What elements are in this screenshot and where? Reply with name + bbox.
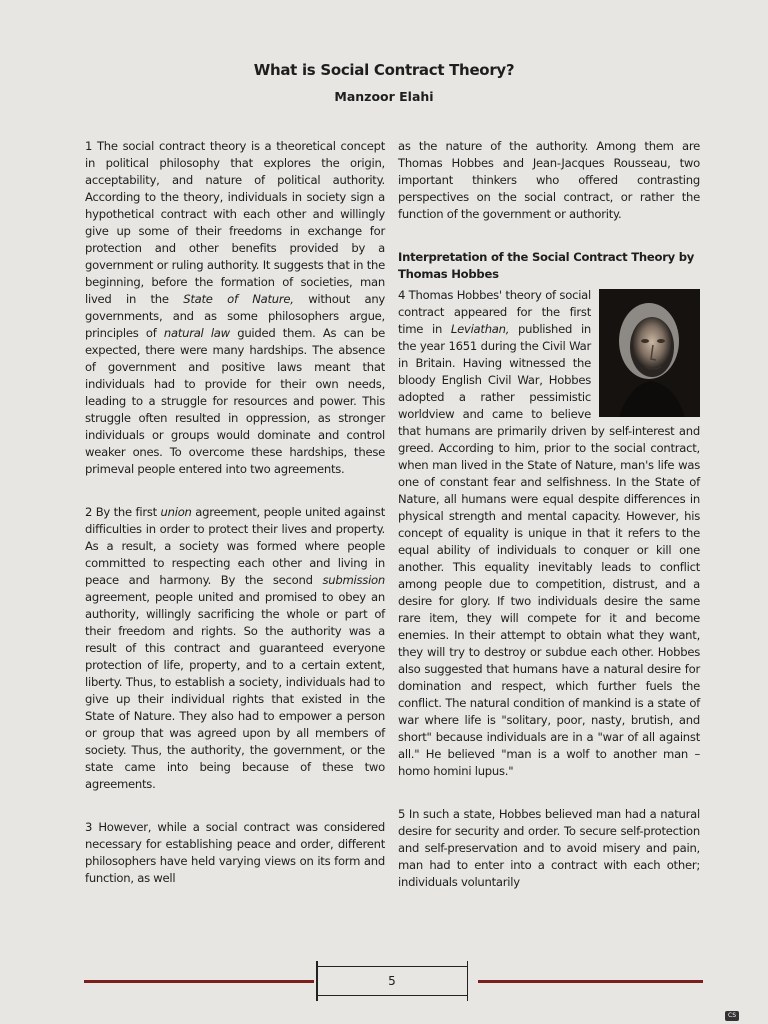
paragraph-3-continued: as the nature of the authority. Among them are Thomas Hobbes and Jean-Jacques Rousseau, two important thinkers who offered contrasting perspectives on the social contract, or rather the function of the government or authority. xyxy=(398,139,700,221)
paragraph-5: 5 In such a state, Hobbes believed man had a natural desire for security and order. To secure self-protection and self-preservation and to avoid misery and pain, man had to enter into a contract with each other; individuals voluntarily xyxy=(398,807,700,889)
paragraph-1: 1 The social contract theory is a theoretical concept in political philosophy that explores the origin, acceptability, and nature of political authority. According to the theory, individuals in society sign a hypothetical contract with each other and willingly give up some of their freedoms in exchange for protection and other benefits provided by a government or ruling authority. It suggests that in the beginning, before the formation of societies, man lived in the State of Nature, without any governments, and as some philosophers argue, principles of natural law guided them. As can be expected, there were many hardships. The absence of government and positive laws meant that individuals had to provide for their own needs, leading to a struggle for resources and power. This struggle often resulted in oppression, as stronger individuals or groups would dominate and control weaker ones. To overcome these hardships, these primeval people entered into two agreements. xyxy=(85,139,386,476)
scanner-logo: CS xyxy=(725,1011,739,1021)
footer-rule-left xyxy=(84,980,314,983)
paragraph-2: 2 By the first union agreement, people united against difficulties in order to protect their lives and property. As a result, a society was formed where people committed to respecting each other and living in peace and harmony. By the second submission agreement, people united and promised to obey an authority, willingly sacrificing the whole or part of their freedom and rights. So the authority was a result of this contract and guaranteed everyone protection of life, property, and to a certain extent, liberty. Thus, to establish a society, individuals had to give up their individual rights that existed in the State of Nature. They also had to empower a person or group that was agreed upon by all members of society. Thus, the authority, the government, or the state came into being because of these two agreements. xyxy=(85,505,386,791)
paragraph-4: 4 Thomas Hobbes' theory of social contract appeared for the first time in Leviathan, published in the year 1651 during the Civil War in Britain. Having witnessed the bloody English Civil War, Hobbes adopted a rather pessimistic worldview and came to believe that humans are primarily driven by self-interest and greed. According to him, prior to the social contract, when man lived in the State of Nature, man's life was one of constant fear and selfishness. In the State of Nature, all humans were equal despite differences in physical strength and mental capacity. However, his concept of equality is unique in that it refers to the equal ability of individuals to conquer or kill one another. This equality inevitably leads to conflict among people due to competition, distrust, and a desire for glory. If two individuals desire the same rare item, they will compete for it and become enemies. In their attempt to obtain what they want, they will try to destroy or subdue each other. Hobbes also suggested that humans have a natural desire for domination and respect, which further fuels the conflict. The natural condition of mankind is a state of war where life is "solitary, poor, nasty, brutish, and short" because individuals are in a "war of all against all." He believed "man is a wolf to another man – homo homini lupus." xyxy=(398,288,700,778)
page-title: What is Social Contract Theory? xyxy=(253,61,515,79)
right-column xyxy=(398,138,700,891)
hobbes-portrait-image xyxy=(599,289,700,417)
section-heading-hobbes: Interpretation of the Social Contract Theory by Thomas Hobbes xyxy=(398,250,695,281)
left-column xyxy=(85,138,385,887)
paragraph-3: 3 However, while a social contract was considered necessary for establishing peace and order, different philosophers have held varying views on its form and function, as well xyxy=(85,820,385,885)
page-number: 5 xyxy=(316,966,468,996)
author-name: Manzoor Elahi xyxy=(334,89,434,104)
footer-rule-right xyxy=(478,980,703,983)
